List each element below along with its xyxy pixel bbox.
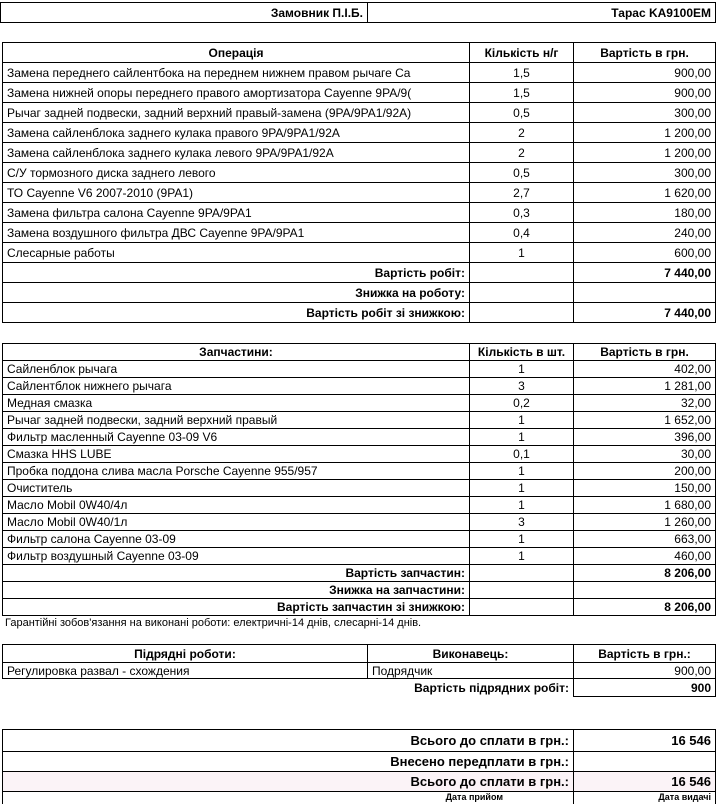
works-row-name: Замена переднего сайлентбока на переднем нижнем правом рычаге Ca — [3, 63, 470, 83]
subcontract-row-name: Регулировка развал - схождения — [3, 663, 368, 679]
summary-due-label: Всього до сплати в грн.: — [3, 730, 574, 752]
parts-row-name: Масло Mobil 0W40/4л — [3, 497, 470, 514]
parts-row-cost: 30,00 — [574, 446, 716, 463]
parts-row-cost: 1 680,00 — [574, 497, 716, 514]
parts-row-name: Сайлентблок нижнего рычага — [3, 378, 470, 395]
parts-row-name: Очиститель — [3, 480, 470, 497]
works-row-name: Замена сайленблока заднего кулака правого 9PA/9PA1/92A — [3, 123, 470, 143]
parts-row — [3, 429, 716, 446]
summary-prepaid-value — [574, 752, 716, 772]
works-row-name: Рычаг задней подвески, задний верхний правый-замена (9PA/9PA1/92A) — [3, 103, 470, 123]
parts-row — [3, 480, 716, 497]
summary-accepted-date-label: Дата прийом — [3, 792, 574, 804]
works-row-qty: 0,4 — [470, 223, 574, 243]
parts-discount-label: Знижка на запчастини: — [3, 582, 470, 599]
works-row-cost: 1 200,00 — [574, 123, 716, 143]
subcontract-row-executor: Подрядчик — [368, 663, 574, 679]
parts-row-cost: 1 260,00 — [574, 514, 716, 531]
parts-discount-value — [574, 582, 716, 599]
parts-header-cost: Вартість в грн. — [574, 344, 716, 361]
subcontract-row-cost: 900,00 — [574, 663, 716, 679]
customer-value: Тарас KA9100EM — [368, 3, 716, 23]
summary-table — [2, 729, 716, 804]
parts-row — [3, 446, 716, 463]
works-discount-value — [574, 283, 716, 303]
warranty-note: Гарантійні зобов'язання на виконані роботи: електричні-14 днів, слесарні-14 днів. — [5, 617, 422, 629]
works-row — [3, 83, 716, 103]
works-total-spacer — [470, 263, 574, 283]
works-row-qty: 2 — [470, 123, 574, 143]
works-row — [3, 123, 716, 143]
works-row — [3, 183, 716, 203]
works-row — [3, 163, 716, 183]
works-discount-label: Знижка на роботу: — [3, 283, 470, 303]
parts-row — [3, 361, 716, 378]
works-row-qty: 0,5 — [470, 103, 574, 123]
parts-row-qty: 1 — [470, 429, 574, 446]
works-discount-spacer — [470, 283, 574, 303]
works-row-cost: 180,00 — [574, 203, 716, 223]
works-row — [3, 243, 716, 263]
works-row-name: С/У тормозного диска заднего левого — [3, 163, 470, 183]
parts-row-qty: 1 — [470, 497, 574, 514]
works-row-cost: 900,00 — [574, 63, 716, 83]
parts-row-name: Медная смазка — [3, 395, 470, 412]
subcontract-header-work: Підрядні роботи: — [3, 645, 368, 663]
parts-row — [3, 514, 716, 531]
works-row — [3, 63, 716, 83]
works-total-discounted-spacer — [470, 303, 574, 323]
parts-row — [3, 395, 716, 412]
works-row-qty: 1,5 — [470, 83, 574, 103]
works-row-qty: 1,5 — [470, 63, 574, 83]
parts-total-spacer — [470, 565, 574, 582]
parts-row-qty: 1 — [470, 531, 574, 548]
works-row-cost: 240,00 — [574, 223, 716, 243]
parts-row — [3, 497, 716, 514]
parts-row-cost: 1 281,00 — [574, 378, 716, 395]
works-row-name: ТО Cayenne V6 2007-2010 (9PA1) — [3, 183, 470, 203]
summary-prepaid-label: Внесено передплати в грн.: — [3, 752, 574, 772]
parts-row-qty: 3 — [470, 378, 574, 395]
works-row-qty: 0,5 — [470, 163, 574, 183]
works-row-cost: 300,00 — [574, 163, 716, 183]
parts-row-qty: 1 — [470, 463, 574, 480]
parts-row-name: Сайленблок рычага — [3, 361, 470, 378]
works-row-cost: 1 200,00 — [574, 143, 716, 163]
parts-row-name: Рычаг задней подвески, задний верхний правый — [3, 412, 470, 429]
works-row-name: Замена фильтра салона Cayenne 9PA/9PA1 — [3, 203, 470, 223]
parts-total-discounted-label: Вартість запчастин зі знижкою: — [3, 599, 470, 616]
parts-total-value: 8 206,00 — [574, 565, 716, 582]
subcontract-table — [2, 644, 716, 697]
summary-due2-label: Всього до сплати в грн.: — [3, 772, 574, 792]
parts-row-name: Пробка поддона слива масла Porsche Cayenne 955/957 — [3, 463, 470, 480]
parts-row-name: Смазка HHS LUBE — [3, 446, 470, 463]
parts-row-qty: 1 — [470, 480, 574, 497]
works-row-name: Замена нижней опоры переднего правого амортизатора Cayenne 9PA/9( — [3, 83, 470, 103]
parts-row — [3, 531, 716, 548]
works-row-name: Слесарные работы — [3, 243, 470, 263]
parts-total-label: Вартість запчастин: — [3, 565, 470, 582]
subcontract-total-value: 900 — [574, 679, 716, 697]
works-row-cost: 1 620,00 — [574, 183, 716, 203]
parts-row-name: Масло Mobil 0W40/1л — [3, 514, 470, 531]
works-header-cost: Вартість в грн. — [574, 43, 716, 63]
parts-total-discounted-value: 8 206,00 — [574, 599, 716, 616]
parts-row-cost: 402,00 — [574, 361, 716, 378]
works-row — [3, 143, 716, 163]
summary-issued-date-label: Дата видачі — [574, 792, 716, 804]
works-row — [3, 103, 716, 123]
works-row-cost: 900,00 — [574, 83, 716, 103]
works-total-label: Вартість робіт: — [3, 263, 470, 283]
works-header-qty: Кількість н/г — [470, 43, 574, 63]
parts-row-name: Фильтр воздушный Cayenne 03-09 — [3, 548, 470, 565]
parts-row-cost: 32,00 — [574, 395, 716, 412]
subcontract-total-label: Вартість підрядних робіт: — [3, 679, 574, 697]
parts-row — [3, 412, 716, 429]
parts-discount-spacer — [470, 582, 574, 599]
parts-row-cost: 200,00 — [574, 463, 716, 480]
parts-total-discounted-spacer — [470, 599, 574, 616]
works-row-cost: 600,00 — [574, 243, 716, 263]
parts-row-cost: 460,00 — [574, 548, 716, 565]
works-row-name: Замена воздушного фильтра ДВС Cayenne 9PA/9PA1 — [3, 223, 470, 243]
works-row-name: Замена сайленблока заднего кулака левого 9PA/9PA1/92A — [3, 143, 470, 163]
parts-row-qty: 3 — [470, 514, 574, 531]
works-row — [3, 223, 716, 243]
customer-label: Замовник П.І.Б. — [1, 3, 368, 23]
works-header-name: Операція — [3, 43, 470, 63]
parts-row-qty: 1 — [470, 361, 574, 378]
parts-row — [3, 378, 716, 395]
customer-table — [0, 2, 716, 23]
parts-row-name: Фильтр масленный Cayenne 03-09 V6 — [3, 429, 470, 446]
works-row-qty: 2,7 — [470, 183, 574, 203]
works-row-qty: 1 — [470, 243, 574, 263]
works-total-discounted-label: Вартість робіт зі знижкою: — [3, 303, 470, 323]
parts-row-cost: 1 652,00 — [574, 412, 716, 429]
parts-row-qty: 1 — [470, 548, 574, 565]
works-row-qty: 2 — [470, 143, 574, 163]
parts-row-name: Фильтр салона Cayenne 03-09 — [3, 531, 470, 548]
parts-row-qty: 0,1 — [470, 446, 574, 463]
parts-header-qty: Кількість в шт. — [470, 344, 574, 361]
parts-row-qty: 1 — [470, 412, 574, 429]
parts-header-name: Запчастини: — [3, 344, 470, 361]
parts-row — [3, 463, 716, 480]
parts-table — [2, 343, 716, 616]
works-row-cost: 300,00 — [574, 103, 716, 123]
summary-due-value: 16 546 — [574, 730, 716, 752]
subcontract-header-executor: Виконавець: — [368, 645, 574, 663]
parts-row — [3, 548, 716, 565]
works-row — [3, 203, 716, 223]
summary-due2-value: 16 546 — [574, 772, 716, 792]
subcontract-header-cost: Вартість в грн.: — [574, 645, 716, 663]
parts-row-qty: 0,2 — [470, 395, 574, 412]
parts-row-cost: 396,00 — [574, 429, 716, 446]
works-table — [2, 42, 716, 323]
parts-row-cost: 150,00 — [574, 480, 716, 497]
works-row-qty: 0,3 — [470, 203, 574, 223]
parts-row-cost: 663,00 — [574, 531, 716, 548]
works-total-value: 7 440,00 — [574, 263, 716, 283]
works-total-discounted-value: 7 440,00 — [574, 303, 716, 323]
